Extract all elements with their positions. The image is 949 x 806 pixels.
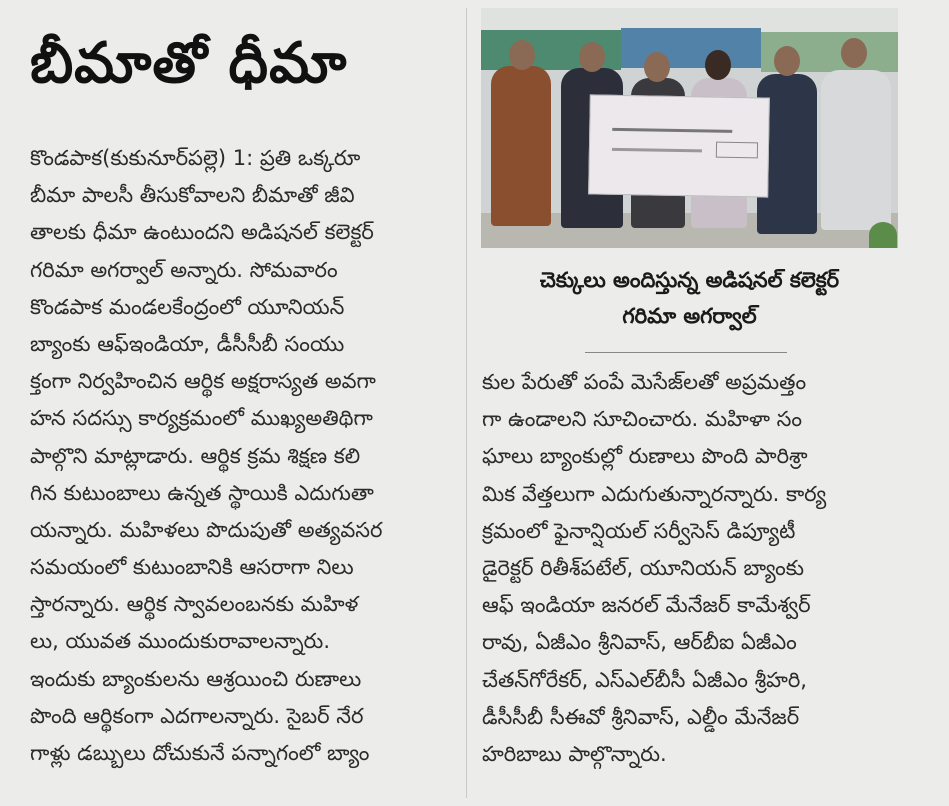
body-line: క్రమంలో ఫైనాన్షియల్ సర్వీసెస్ డిప్యూటీ [482, 518, 796, 543]
body-line: హరిబాబు పాల్గొన్నారు. [482, 741, 667, 766]
body-line: పొంది ఆర్థికంగా ఎదగాలన్నారు. సైబర్ నేర [30, 703, 364, 728]
cheque-amount-box [716, 142, 758, 159]
body-line: ఇందుకు బ్యాంకులను ఆశ్రయించి రుణాలు [30, 666, 362, 691]
column-divider [466, 8, 467, 798]
body-line: తాలకు ధీమా ఉంటుందని అడిషనల్ కలెక్టర్ [30, 220, 374, 245]
photo-person-head [705, 50, 731, 80]
cheque-board [588, 94, 770, 197]
body-line: చేతన్‌గోరేకర్, ఎస్‌ఎల్‌బీసీ ఏజీఎం శ్రీహరి, [482, 667, 807, 692]
body-line: కొండపాక మండలకేంద్రంలో యూనియన్ [30, 294, 345, 319]
body-line: యన్నారు. మహిళలు పొదుపుతో అత్యవసర [30, 517, 383, 542]
photo-person-head [644, 52, 670, 82]
body-line: క్తంగా నిర్వహించిన ఆర్థిక అక్షరాస్యత అవగా [30, 369, 376, 394]
article-body-left-column [30, 140, 450, 772]
body-line: డీసీసీబీ సీఈవో శ్రీనివాస్, ఎల్డీం మేనేజర్ [482, 704, 800, 729]
body-line: గరిమా అగర్వాల్ అన్నారు. సోమవారం [30, 257, 338, 282]
body-line: మిక వేత్తలుగా ఎదుగుతున్నారన్నారు. కార్య [482, 481, 827, 506]
caption-underline [585, 352, 787, 353]
body-line: గా ఉండాలని సూచించారు. మహిళా సం [482, 407, 803, 432]
photo-caption [486, 262, 893, 334]
body-line: గాళ్లు డబ్బులు దోచుకునే పన్నాగంలో బ్యాం [30, 741, 370, 765]
body-line: స్తారన్నారు. ఆర్థిక స్వావలంబనకు మహిళ [30, 592, 359, 617]
body-line: సమయంలో కుటుంబానికి ఆసరాగా నిలు [30, 555, 354, 580]
photo-person-head [579, 42, 605, 72]
body-line: హన సదస్సు కార్యక్రమంలో ముఖ్యఅతిథిగా [30, 406, 373, 431]
news-photo [481, 8, 898, 248]
cheque-line [612, 128, 732, 133]
photo-person-head [509, 40, 535, 70]
body-line: ఘాలు బ్యాంకుల్లో రుణాలు పొంది పారిశ్రా [482, 444, 808, 469]
body-line: లు, యువత ముందుకురావాలన్నారు. [30, 629, 330, 654]
body-line: రావు, ఏజీఎం శ్రీనివాస్, ఆర్‌బీఐ ఏజీఎం [482, 630, 797, 655]
caption-line: చెక్కులు అందిస్తున్న అడిషనల్ కలెక్టర్ [539, 268, 840, 292]
body-line: ఆఫ్ ఇండియా జనరల్ మేనేజర్ కామేశ్వర్ [482, 593, 811, 618]
photo-person-head [774, 46, 800, 76]
body-line: గిన కుటుంబాలు ఉన్నత స్థాయికి ఎదుగుతా [30, 480, 374, 505]
plant-decoration [869, 222, 897, 248]
article-body-right-column [482, 364, 900, 773]
body-line: డైరెక్టర్ రితీశ్‌పటేల్, యూనియన్ బ్యాంకు [482, 555, 804, 580]
body-line: బీమా పాలసీ తీసుకోవాలని బీమాతో జీవి [30, 183, 355, 208]
article-headline: బీమాతో ధీమా [30, 31, 348, 96]
photo-banner [621, 28, 761, 68]
photo-person [821, 70, 891, 230]
cheque-line [612, 148, 702, 153]
body-line: కొండపాక(కుకునూర్‌పల్లె) 1: ప్రతి ఒక్కరూ [30, 146, 361, 170]
body-line: బ్యాంకు ఆఫ్‌ఇండియా, డీసీసీబీ సంయు [30, 331, 345, 356]
body-line: కుల పేరుతో పంపే మెసేజ్‌లతో అప్రమత్తం [482, 370, 807, 394]
body-line: పాల్గొని మాట్లాడారు. ఆర్థిక క్రమ శిక్షణ కలి [30, 443, 361, 468]
caption-line: గరిమా అగర్వాల్ [622, 304, 757, 328]
photo-person [491, 66, 551, 226]
photo-person-head [841, 38, 867, 68]
